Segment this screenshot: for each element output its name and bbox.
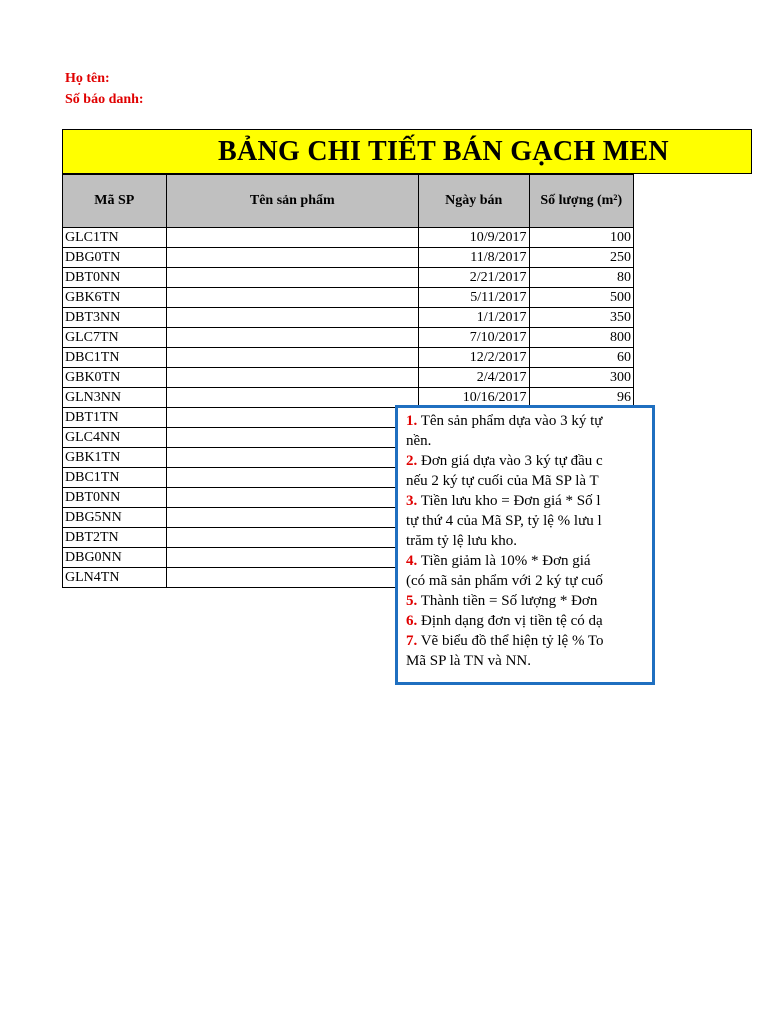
instruction-text: Mã SP là TN và NN. (406, 653, 531, 669)
table-row (63, 288, 634, 308)
instruction-line (406, 531, 652, 551)
instruction-number: 6. (406, 613, 418, 629)
col-header-code[interactable]: Mã SP (63, 175, 167, 228)
instruction-text: Đơn giá dựa vào 3 ký tự đầu c (417, 453, 603, 469)
instruction-line (406, 431, 652, 451)
instruction-text: Tên sản phẩm dựa vào 3 ký tự (417, 413, 603, 429)
cell-code[interactable]: GBK6TN (63, 288, 167, 308)
table-row (63, 308, 634, 328)
instruction-text: Tiền giảm là 10% * Đơn giá (417, 553, 591, 569)
cell-name[interactable] (166, 548, 418, 568)
instruction-number: 1. (406, 413, 418, 429)
table-title: BẢNG CHI TIẾT BÁN GẠCH MEN (218, 136, 669, 167)
col-header-date[interactable]: Ngày bán (418, 175, 529, 228)
instruction-line (406, 551, 652, 571)
cell-date[interactable]: 1/1/2017 (418, 308, 529, 328)
cell-code[interactable]: DBT0NN (63, 488, 167, 508)
cell-date[interactable]: 11/8/2017 (418, 248, 529, 268)
table-title-bar (62, 129, 752, 174)
cell-qty[interactable]: 500 (529, 288, 633, 308)
cell-name[interactable] (166, 428, 418, 448)
cell-name[interactable] (166, 308, 418, 328)
instructions-box (395, 405, 655, 685)
cell-name[interactable] (166, 328, 418, 348)
cell-date[interactable]: 2/4/2017 (418, 368, 529, 388)
table-row (63, 268, 634, 288)
cell-name[interactable] (166, 388, 418, 408)
cell-code[interactable]: DBG0TN (63, 248, 167, 268)
instruction-number: 4. (406, 553, 418, 569)
table-row (63, 248, 634, 268)
cell-date[interactable]: 10/16/2017 (418, 388, 529, 408)
table-row (63, 328, 634, 348)
cell-code[interactable]: DBT0NN (63, 268, 167, 288)
instruction-text: nếu 2 ký tự cuối của Mã SP là T (406, 473, 599, 489)
table-row (63, 228, 634, 248)
cell-name[interactable] (166, 528, 418, 548)
cell-code[interactable]: GLC1TN (63, 228, 167, 248)
cell-code[interactable]: GLC7TN (63, 328, 167, 348)
cell-qty[interactable]: 250 (529, 248, 633, 268)
instruction-number: 2. (406, 453, 418, 469)
cell-code[interactable]: DBG0NN (63, 548, 167, 568)
cell-code[interactable]: DBT1TN (63, 408, 167, 428)
instruction-line (406, 511, 652, 531)
cell-code[interactable]: DBT2TN (63, 528, 167, 548)
instruction-text: Vẽ biểu đồ thể hiện tỷ lệ % To (417, 633, 604, 649)
instruction-text: Định dạng đơn vị tiền tệ có dạ (417, 613, 603, 629)
col-header-name[interactable]: Tên sản phẩm (166, 175, 418, 228)
instruction-text: tự thứ 4 của Mã SP, tỷ lệ % lưu l (406, 513, 602, 529)
cell-code[interactable]: GLC4NN (63, 428, 167, 448)
cell-qty[interactable]: 100 (529, 228, 633, 248)
instruction-line (406, 471, 652, 491)
instruction-number: 5. (406, 593, 418, 609)
cell-name[interactable] (166, 488, 418, 508)
cell-name[interactable] (166, 408, 418, 428)
cell-code[interactable]: GBK0TN (63, 368, 167, 388)
cell-name[interactable] (166, 448, 418, 468)
instruction-text: Tiền lưu kho = Đơn giá * Số l (417, 493, 601, 509)
cell-code[interactable]: GLN4TN (63, 568, 167, 588)
instruction-text: (có mã sản phẩm với 2 ký tự cuố (406, 573, 603, 589)
cell-code[interactable]: DBT3NN (63, 308, 167, 328)
cell-code[interactable]: GBK1TN (63, 448, 167, 468)
instruction-line (406, 491, 652, 511)
cell-code[interactable]: DBG5NN (63, 508, 167, 528)
cell-qty[interactable]: 300 (529, 368, 633, 388)
instruction-line (406, 611, 652, 631)
cell-name[interactable] (166, 348, 418, 368)
table-row (63, 368, 634, 388)
cell-code[interactable]: GLN3NN (63, 388, 167, 408)
cell-name[interactable] (166, 288, 418, 308)
cell-qty[interactable]: 800 (529, 328, 633, 348)
cell-code[interactable]: DBC1TN (63, 468, 167, 488)
cell-name[interactable] (166, 248, 418, 268)
cell-name[interactable] (166, 508, 418, 528)
cell-date[interactable]: 2/21/2017 (418, 268, 529, 288)
cell-qty[interactable]: 350 (529, 308, 633, 328)
cell-name[interactable] (166, 468, 418, 488)
instruction-line (406, 591, 652, 611)
instruction-text: trăm tỷ lệ lưu kho. (406, 533, 518, 549)
cell-date[interactable]: 10/9/2017 (418, 228, 529, 248)
cell-qty[interactable]: 60 (529, 348, 633, 368)
instruction-line (406, 411, 652, 431)
instruction-number: 7. (406, 633, 418, 649)
table-header-row (63, 175, 634, 228)
cell-qty[interactable]: 80 (529, 268, 633, 288)
instruction-line (406, 631, 652, 651)
cell-name[interactable] (166, 228, 418, 248)
student-name-label: Họ tên: (65, 71, 110, 86)
instruction-text: nền. (406, 433, 432, 449)
cell-date[interactable]: 7/10/2017 (418, 328, 529, 348)
instruction-line (406, 571, 652, 591)
instruction-number: 3. (406, 493, 418, 509)
instruction-line (406, 451, 652, 471)
table-row (63, 348, 634, 368)
cell-qty[interactable]: 96 (529, 388, 633, 408)
instruction-text: Thành tiền = Số lượng * Đơn (417, 593, 598, 609)
cell-name[interactable] (166, 268, 418, 288)
cell-code[interactable]: DBC1TN (63, 348, 167, 368)
cell-name[interactable] (166, 568, 418, 588)
cell-date[interactable]: 5/11/2017 (418, 288, 529, 308)
cell-name[interactable] (166, 368, 418, 388)
student-id-label: Số báo danh: (65, 92, 144, 107)
instruction-line (406, 651, 652, 671)
cell-date[interactable]: 12/2/2017 (418, 348, 529, 368)
col-header-qty[interactable]: Số lượng (m²) (529, 175, 633, 228)
